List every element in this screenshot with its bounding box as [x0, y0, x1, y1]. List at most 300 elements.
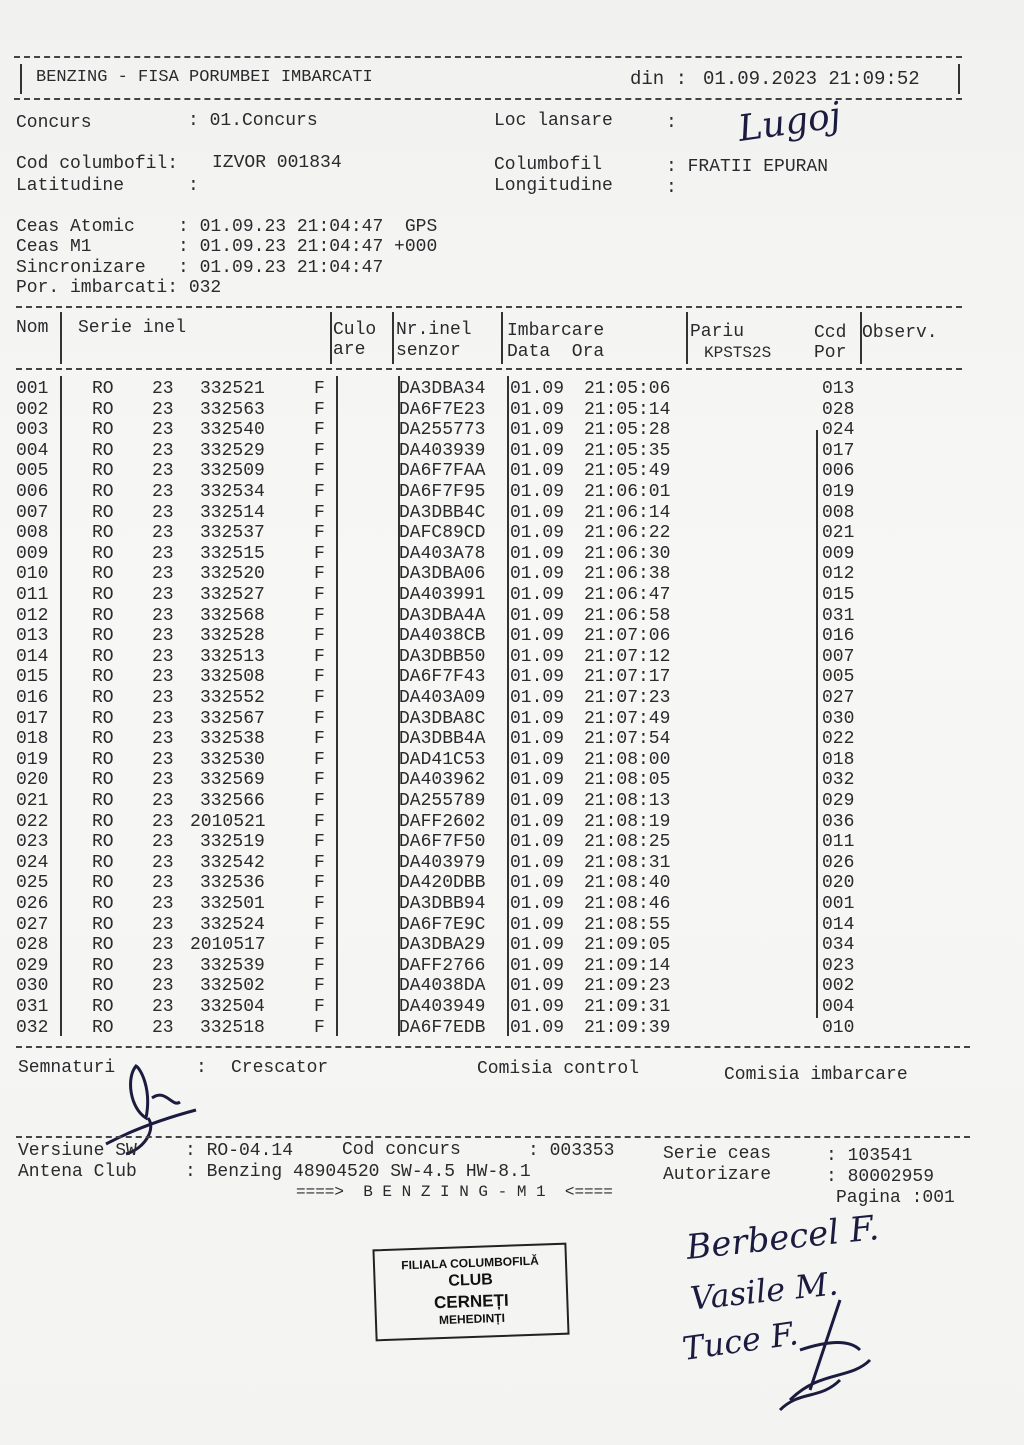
- cell-nom: 001: [16, 379, 49, 399]
- cell-sensor: DA420DBB: [399, 873, 486, 894]
- date-value: 01.09.2023 21:09:52: [703, 68, 920, 90]
- cell-sensor: DAFF2766: [399, 955, 486, 976]
- cell-cod-por: 011: [822, 832, 855, 853]
- cell-time: 21:09:14: [584, 955, 671, 976]
- cell-year: 23: [152, 646, 174, 667]
- cell-sex: F: [314, 646, 325, 667]
- table-row: [0, 523, 1000, 544]
- cell-ring-number: 332509: [200, 461, 265, 482]
- table-top-rule: [16, 306, 962, 308]
- cell-sensor: DAFC89CD: [399, 523, 486, 544]
- commission-signatures: [760, 1290, 900, 1420]
- cell-nom: 017: [16, 708, 49, 729]
- cell-nom: 015: [16, 667, 49, 688]
- cell-date: 01.09: [510, 976, 565, 997]
- cell-sex: F: [314, 811, 325, 832]
- cell-sex: F: [314, 523, 325, 544]
- pagina-number: Pagina :001: [836, 1188, 955, 1208]
- cell-date: 01.09: [510, 667, 565, 688]
- document-title: BENZING - FISA PORUMBEI IMBARCATI: [36, 68, 373, 87]
- cell-time: 21:06:47: [584, 585, 671, 605]
- table-row: [0, 729, 1000, 750]
- cell-cod-por: 029: [822, 791, 855, 811]
- cell-time: 21:06:14: [584, 502, 671, 523]
- cell-nom: 016: [16, 688, 49, 708]
- cell-date: 01.09: [510, 873, 565, 894]
- cell-nom: 006: [16, 482, 49, 502]
- cell-ring-number: 332521: [200, 379, 265, 399]
- cell-year: 23: [152, 667, 174, 688]
- cell-cod-por: 026: [822, 852, 855, 873]
- cell-date: 01.09: [510, 914, 565, 935]
- cell-ring-number: 332502: [200, 976, 265, 997]
- cell-sex: F: [314, 955, 325, 976]
- cell-country: RO: [92, 811, 114, 832]
- cell-sex: F: [314, 832, 325, 853]
- cell-sensor: DA3DBB94: [399, 894, 486, 914]
- cell-nom: 032: [16, 1017, 49, 1038]
- cell-sex: F: [314, 914, 325, 935]
- cell-country: RO: [92, 667, 114, 688]
- cell-time: 21:09:05: [584, 935, 671, 956]
- cell-nom: 031: [16, 997, 49, 1017]
- table-header-rule: [16, 368, 962, 370]
- cell-cod-por: 020: [822, 873, 855, 894]
- header-top-rule: [14, 56, 962, 58]
- cell-sex: F: [314, 605, 325, 626]
- header-right-border: [958, 64, 960, 94]
- cell-year: 23: [152, 1017, 174, 1038]
- cell-nom: 013: [16, 626, 49, 647]
- cell-sex: F: [314, 461, 325, 482]
- cell-date: 01.09: [510, 543, 565, 564]
- cell-date: 01.09: [510, 852, 565, 873]
- table-row: [0, 544, 1000, 565]
- cell-year: 23: [152, 811, 174, 832]
- table-row: [0, 420, 1000, 441]
- cell-nom: 010: [16, 564, 49, 585]
- cell-cod-por: 012: [822, 564, 855, 585]
- cell-sensor: DA6F7F43: [399, 667, 486, 688]
- cell-sex: F: [314, 626, 325, 647]
- comisia-control-label: Comisia control: [477, 1059, 640, 1079]
- cell-date: 01.09: [510, 523, 565, 544]
- cell-sensor: DA3DBA4A: [399, 605, 486, 626]
- cell-sensor: DA6F7F50: [399, 832, 486, 853]
- cell-date: 01.09: [510, 564, 565, 585]
- cell-sex: F: [314, 440, 325, 461]
- cell-country: RO: [92, 626, 114, 647]
- benzing-banner: ====> B E N Z I N G - M 1 <====: [296, 1183, 613, 1201]
- cell-ring-number: 332569: [200, 770, 265, 791]
- cell-year: 23: [152, 894, 174, 914]
- cell-time: 21:05:06: [584, 379, 671, 399]
- cell-time: 21:06:58: [584, 605, 671, 626]
- longitudine-colon: :: [666, 178, 677, 198]
- cell-sensor: DA3DBB4A: [399, 729, 486, 750]
- concurs-label: Concurs: [16, 113, 92, 133]
- cell-time: 21:09:23: [584, 976, 671, 997]
- divider-imbarcare: [686, 312, 688, 364]
- cell-cod-por: 024: [822, 420, 855, 441]
- cell-country: RO: [92, 729, 114, 750]
- cell-time: 21:08:31: [584, 852, 671, 873]
- table-row: [0, 606, 1000, 627]
- cell-cod-por: 009: [822, 543, 855, 564]
- cell-sensor: DA6F7E23: [399, 399, 486, 420]
- cell-year: 23: [152, 729, 174, 750]
- cell-year: 23: [152, 770, 174, 791]
- cell-time: 21:08:25: [584, 832, 671, 853]
- handwritten-name-2: Vasile M.: [688, 1264, 840, 1318]
- cell-cod-por: 018: [822, 749, 855, 770]
- table-row: [0, 709, 1000, 730]
- latitudine-label: Latitudine: [16, 176, 125, 196]
- col-header-culoare-2: are: [333, 340, 366, 360]
- table-row: [0, 667, 1000, 688]
- cell-nom: 030: [16, 976, 49, 997]
- col-header-imbarcare-2: Data Ora: [507, 342, 605, 362]
- col-header-imbarcare-1: Imbarcare: [507, 321, 605, 341]
- col-header-cod-2: Por: [814, 343, 847, 363]
- cell-country: RO: [92, 585, 114, 605]
- cell-date: 01.09: [510, 502, 565, 523]
- cell-time: 21:05:35: [584, 440, 671, 461]
- cell-date: 01.09: [510, 440, 565, 461]
- cell-year: 23: [152, 955, 174, 976]
- cell-ring-number: 332524: [200, 914, 265, 935]
- col-header-cod-1: Ccd: [814, 323, 847, 343]
- cell-year: 23: [152, 461, 174, 482]
- cell-sensor: DA403949: [399, 997, 486, 1017]
- col-header-pariu-1: Pariu: [690, 322, 745, 342]
- longitudine-label: Longitudine: [494, 176, 613, 196]
- table-row: [0, 791, 1000, 812]
- cell-ring-number: 332563: [200, 399, 265, 420]
- handwritten-name-3: Tuce F.: [679, 1314, 801, 1368]
- cell-year: 23: [152, 585, 174, 605]
- versiune-sw-value: : RO-04.14: [185, 1141, 294, 1161]
- cell-country: RO: [92, 440, 114, 461]
- cell-country: RO: [92, 708, 114, 729]
- cell-ring-number: 332537: [200, 523, 265, 544]
- cell-ring-number: 332520: [200, 564, 265, 585]
- cell-nom: 002: [16, 399, 49, 420]
- cell-date: 01.09: [510, 1017, 565, 1038]
- stamp-line-3: CERNEȚI: [433, 1290, 509, 1313]
- columbofil-value: : FRATII EPURAN: [666, 157, 829, 177]
- cell-ring-number: 332515: [200, 543, 265, 564]
- table-row: [0, 770, 1000, 791]
- cell-cod-por: 002: [822, 976, 855, 997]
- cell-ring-number: 332501: [200, 894, 265, 914]
- cell-year: 23: [152, 399, 174, 420]
- table-bottom-rule: [16, 1046, 970, 1048]
- cell-ring-number: 332529: [200, 440, 265, 461]
- cell-year: 23: [152, 502, 174, 523]
- cell-cod-por: 021: [822, 523, 855, 544]
- cell-ring-number: 332508: [200, 667, 265, 688]
- cell-cod-por: 006: [822, 461, 855, 482]
- footer-top-rule: [16, 1136, 970, 1138]
- table-row: [0, 956, 1000, 977]
- cell-sensor: DA3DBA34: [399, 379, 486, 399]
- cell-ring-number: 332568: [200, 605, 265, 626]
- cell-sensor: DA3DBB50: [399, 646, 486, 667]
- cell-country: RO: [92, 502, 114, 523]
- cell-sex: F: [314, 749, 325, 770]
- cell-nom: 025: [16, 873, 49, 894]
- cell-sex: F: [314, 894, 325, 914]
- cell-sex: F: [314, 935, 325, 956]
- cell-time: 21:09:39: [584, 1017, 671, 1038]
- table-row: [0, 482, 1000, 503]
- cell-ring-number: 332519: [200, 832, 265, 853]
- table-row: [0, 976, 1000, 997]
- divider-cod: [860, 312, 862, 364]
- cell-time: 21:08:05: [584, 770, 671, 791]
- cell-time: 21:06:01: [584, 482, 671, 502]
- crescator-label: Crescator: [231, 1058, 329, 1078]
- divider-nrinel: [501, 312, 503, 364]
- cell-sex: F: [314, 873, 325, 894]
- cell-sex: F: [314, 791, 325, 811]
- cell-year: 23: [152, 976, 174, 997]
- cell-cod-por: 014: [822, 914, 855, 935]
- table-row: [0, 915, 1000, 936]
- cell-cod-por: 007: [822, 646, 855, 667]
- versiune-sw-label: Versiune SW: [18, 1141, 137, 1161]
- table-row: [0, 503, 1000, 524]
- cell-year: 23: [152, 791, 174, 811]
- cell-nom: 011: [16, 585, 49, 605]
- cell-date: 01.09: [510, 729, 565, 750]
- cell-time: 21:07:17: [584, 667, 671, 688]
- cell-time: 21:06:38: [584, 564, 671, 585]
- cell-ring-number: 332567: [200, 708, 265, 729]
- cell-year: 23: [152, 832, 174, 853]
- cell-sex: F: [314, 379, 325, 399]
- cell-sensor: DAFF2602: [399, 811, 486, 832]
- table-row: [0, 935, 1000, 956]
- cell-country: RO: [92, 832, 114, 853]
- cell-ring-number: 332539: [200, 955, 265, 976]
- cell-date: 01.09: [510, 379, 565, 399]
- cell-nom: 014: [16, 646, 49, 667]
- table-row: [0, 400, 1000, 421]
- cell-nom: 003: [16, 420, 49, 441]
- cell-nom: 023: [16, 832, 49, 853]
- cell-country: RO: [92, 935, 114, 956]
- serie-ceas-value: : 103541: [826, 1146, 913, 1166]
- cell-nom: 018: [16, 729, 49, 750]
- cell-cod-por: 031: [822, 605, 855, 626]
- cell-sensor: DA403979: [399, 852, 486, 873]
- cell-ring-number: 332536: [200, 873, 265, 894]
- cell-date: 01.09: [510, 482, 565, 502]
- cell-country: RO: [92, 955, 114, 976]
- cell-nom: 026: [16, 894, 49, 914]
- cell-sex: F: [314, 729, 325, 750]
- divider-nom: [60, 312, 62, 364]
- cell-country: RO: [92, 852, 114, 873]
- cell-cod-por: 001: [822, 894, 855, 914]
- semnaturi-label: Semnaturi: [18, 1058, 116, 1078]
- cell-ring-number: 332527: [200, 585, 265, 605]
- cell-sensor: DA4038DA: [399, 976, 486, 997]
- columbofil-label: Columbofil: [494, 155, 603, 175]
- table-row: [0, 873, 1000, 894]
- cell-country: RO: [92, 873, 114, 894]
- col-header-observ: Observ.: [862, 323, 938, 343]
- ceas-m1-line: Ceas M1 : 01.09.23 21:04:47 +000: [16, 237, 438, 257]
- cell-cod-por: 004: [822, 997, 855, 1017]
- cell-cod-por: 019: [822, 482, 855, 502]
- cell-date: 01.09: [510, 688, 565, 708]
- cell-nom: 024: [16, 852, 49, 873]
- stamp-line-2: CLUB: [448, 1271, 494, 1290]
- cell-date: 01.09: [510, 935, 565, 956]
- table-row: [0, 461, 1000, 482]
- cell-ring-number: 332528: [200, 626, 265, 647]
- cell-country: RO: [92, 543, 114, 564]
- cell-nom: 021: [16, 791, 49, 811]
- divider-serie: [330, 312, 332, 364]
- cell-cod-por: 015: [822, 585, 855, 605]
- cell-cod-por: 016: [822, 626, 855, 647]
- stamp-line-1: FILIALA COLUMBOFILĂ: [401, 1253, 539, 1273]
- cell-sex: F: [314, 399, 325, 420]
- cell-year: 23: [152, 708, 174, 729]
- cell-cod-por: 008: [822, 502, 855, 523]
- cell-cod-por: 032: [822, 770, 855, 791]
- cell-time: 21:07:12: [584, 646, 671, 667]
- cell-sensor: DA403939: [399, 440, 486, 461]
- cell-date: 01.09: [510, 749, 565, 770]
- cell-time: 21:08:40: [584, 873, 671, 894]
- cell-cod-por: 022: [822, 729, 855, 750]
- table-body: [0, 379, 1000, 1039]
- col-header-nom: Nom: [16, 318, 49, 338]
- cell-sensor: DA6F7EDB: [399, 1017, 486, 1038]
- cell-date: 01.09: [510, 461, 565, 482]
- cell-nom: 020: [16, 770, 49, 791]
- por-imbarcati-line: Por. imbarcati: 032: [16, 278, 222, 298]
- club-stamp: [372, 1243, 569, 1342]
- cell-date: 01.09: [510, 955, 565, 976]
- cell-ring-number: 332530: [200, 749, 265, 770]
- autorizare-value: : 80002959: [826, 1167, 935, 1187]
- cell-ring-number: 332534: [200, 482, 265, 502]
- cell-ring-number: 332513: [200, 646, 265, 667]
- cell-year: 23: [152, 852, 174, 873]
- cell-nom: 012: [16, 605, 49, 626]
- table-row: [0, 564, 1000, 585]
- table-row: [0, 379, 1000, 400]
- cell-country: RO: [92, 791, 114, 811]
- table-row: [0, 853, 1000, 874]
- cell-time: 21:07:49: [584, 708, 671, 729]
- cod-columbofil-label: Cod columbofil:: [16, 154, 179, 174]
- cell-sensor: DA4038CB: [399, 626, 486, 647]
- cell-sex: F: [314, 1017, 325, 1038]
- cell-country: RO: [92, 420, 114, 441]
- cell-country: RO: [92, 688, 114, 708]
- cell-ring-number: 2010521: [190, 811, 266, 832]
- date-label: din :: [630, 68, 688, 90]
- cell-ring-number: 332542: [200, 852, 265, 873]
- sincronizare-line: Sincronizare : 01.09.23 21:04:47: [16, 258, 384, 278]
- cell-year: 23: [152, 997, 174, 1017]
- cod-columbofil-value: IZVOR 001834: [212, 153, 342, 173]
- cell-sex: F: [314, 770, 325, 791]
- table-row: [0, 647, 1000, 668]
- cell-ring-number: 332518: [200, 1017, 265, 1038]
- cell-country: RO: [92, 976, 114, 997]
- cell-year: 23: [152, 440, 174, 461]
- table-row: [0, 997, 1000, 1018]
- cell-ring-number: 2010517: [190, 935, 266, 956]
- cell-country: RO: [92, 749, 114, 770]
- cell-sensor: DA255789: [399, 791, 486, 811]
- cell-country: RO: [92, 605, 114, 626]
- cell-date: 01.09: [510, 811, 565, 832]
- cell-cod-por: 005: [822, 667, 855, 688]
- cell-year: 23: [152, 379, 174, 399]
- concurs-value: : 01.Concurs: [188, 111, 318, 131]
- cell-cod-por: 010: [822, 1017, 855, 1038]
- cell-date: 01.09: [510, 832, 565, 853]
- cell-sex: F: [314, 708, 325, 729]
- cod-concurs-value: : 003353: [528, 1141, 615, 1161]
- table-row: [0, 812, 1000, 833]
- cell-country: RO: [92, 770, 114, 791]
- cell-sex: F: [314, 585, 325, 605]
- col-header-pariu-2: KPSTS2S: [704, 344, 772, 362]
- divider-culoare: [392, 312, 394, 364]
- cell-year: 23: [152, 482, 174, 502]
- cell-date: 01.09: [510, 399, 565, 420]
- cell-sex: F: [314, 852, 325, 873]
- cell-sensor: DA6F7FAA: [399, 461, 486, 482]
- cell-sex: F: [314, 420, 325, 441]
- cell-sensor: DA3DBA06: [399, 564, 486, 585]
- cell-nom: 008: [16, 523, 49, 544]
- col-header-culoare-1: Culo: [333, 320, 377, 340]
- table-row: [0, 688, 1000, 709]
- cell-time: 21:07:54: [584, 729, 671, 750]
- cell-sensor: DA3DBA29: [399, 935, 486, 956]
- cell-year: 23: [152, 523, 174, 544]
- cell-time: 21:07:06: [584, 626, 671, 647]
- cell-sensor: DA255773: [399, 420, 486, 441]
- cell-country: RO: [92, 997, 114, 1017]
- cell-sex: F: [314, 482, 325, 502]
- cell-ring-number: 332504: [200, 997, 265, 1017]
- cell-cod-por: 013: [822, 379, 855, 399]
- cell-nom: 004: [16, 440, 49, 461]
- cell-nom: 028: [16, 935, 49, 956]
- cell-cod-por: 027: [822, 688, 855, 708]
- handwritten-name-1: Berbecel F.: [684, 1208, 881, 1268]
- cell-date: 01.09: [510, 585, 565, 605]
- cell-date: 01.09: [510, 791, 565, 811]
- header-left-border: [20, 64, 22, 94]
- cell-date: 01.09: [510, 605, 565, 626]
- cell-time: 21:06:22: [584, 523, 671, 544]
- cell-cod-por: 023: [822, 955, 855, 976]
- cell-sensor: DA3DBA8C: [399, 708, 486, 729]
